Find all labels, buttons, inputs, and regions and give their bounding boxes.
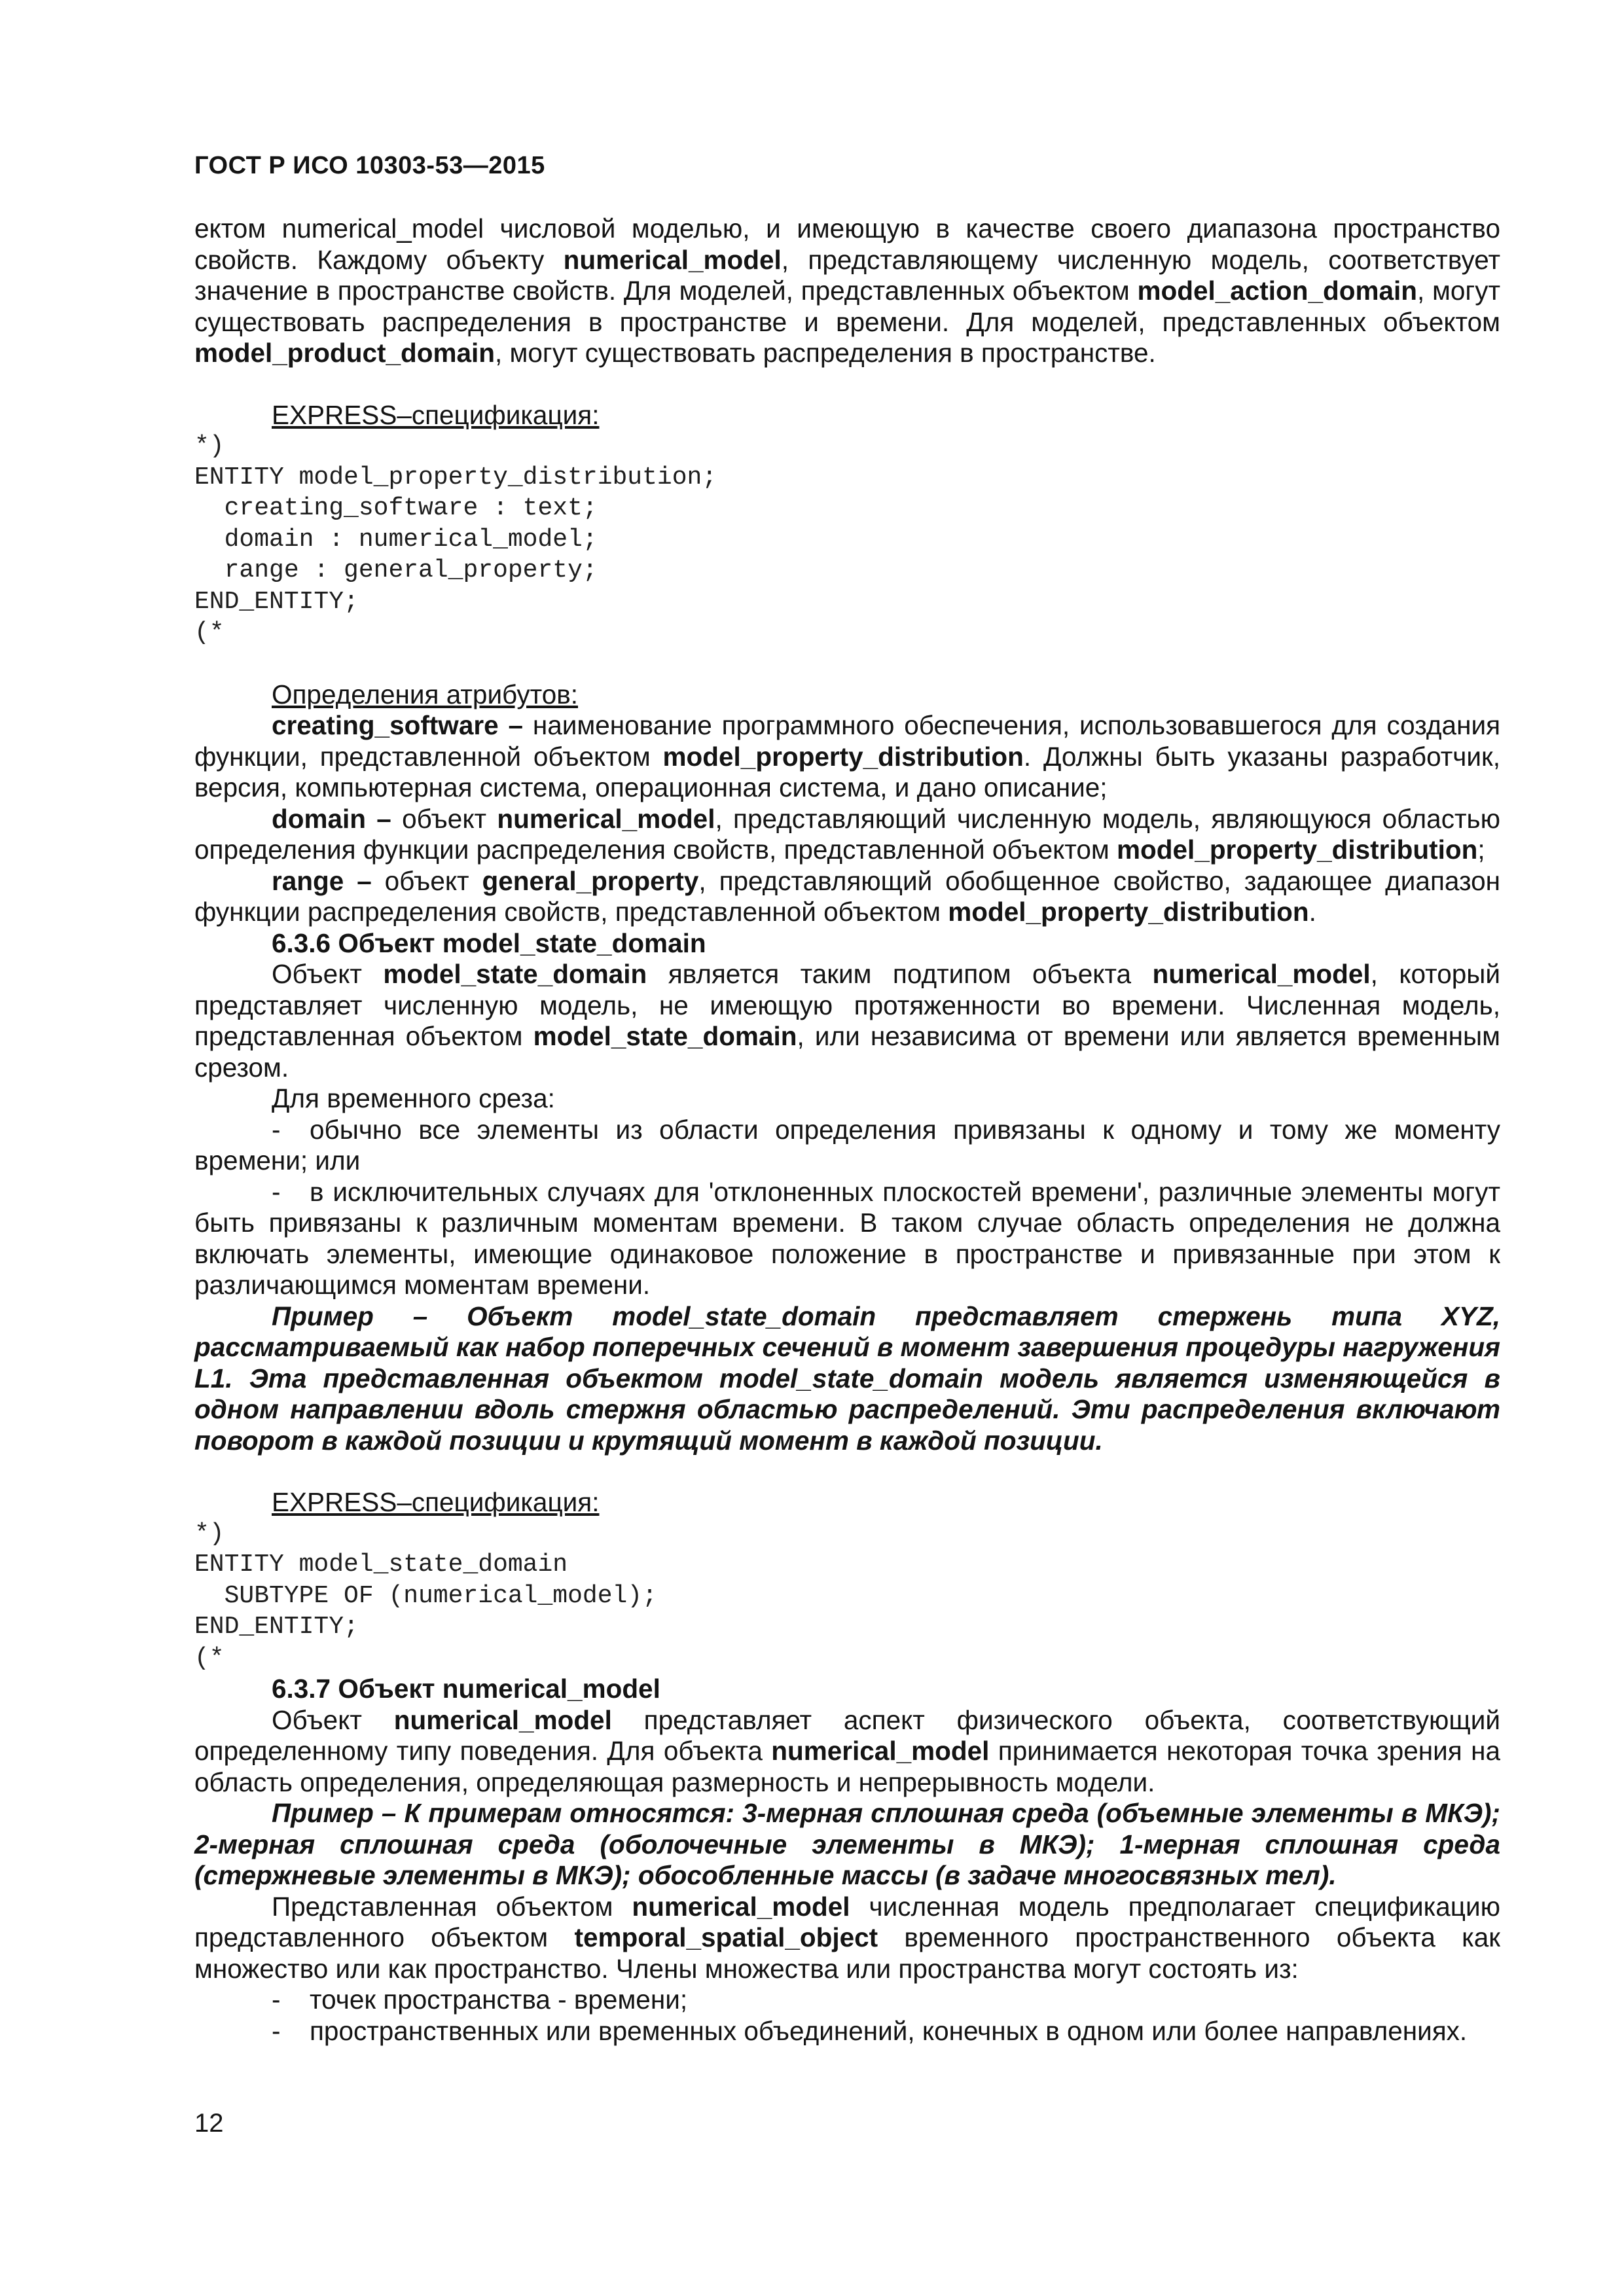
term: model_property_distribution	[1117, 834, 1478, 865]
term: creating_software –	[272, 710, 533, 740]
text: Объект	[272, 1704, 394, 1735]
text: пространственных или временных объединений, конечных в одном или более направлениях.	[310, 2015, 1468, 2046]
express-label-2	[194, 1487, 1500, 1518]
text: представляет аспект физического объекта, соответствующий определенному типу поведения. Для объекта	[194, 1704, 1500, 1766]
text: Объект	[272, 959, 384, 989]
text: объект	[402, 803, 497, 834]
example-636: Пример – Объект model_state_domain представляет стержень типа XYZ, рассматриваемый как набор поперечных сечений в момент завершения процедуры нагружения L1. Эта представленная объектом model_state_domain модель является изменяющейся в одном направлении вдоль стержня областью распределений. Эти распределения включают поворот в каждой позиции и крутящий момент в каждой позиции.	[194, 1300, 1500, 1456]
attr-creating-software	[194, 710, 1500, 804]
slice-item-1	[194, 1115, 1500, 1177]
express-label-1	[194, 400, 1500, 431]
attributes-label	[194, 679, 1500, 711]
term: model_property_distribution	[948, 897, 1309, 927]
text: численная модель предполагает спецификацию представленного объектом	[194, 1891, 1500, 1952]
term: numerical_model	[771, 1736, 990, 1766]
term: range –	[272, 865, 385, 896]
text: временного пространственного объекта как множество или как пространство. Члены множества или пространства могут состоять из:	[194, 1922, 1500, 1984]
text: ;	[1477, 834, 1485, 865]
term: numerical_model	[563, 244, 782, 275]
text: , представляющий численную модель, являющуюся областью определения функции распределения свойств, представленной объектом	[194, 803, 1500, 865]
list-item-2	[194, 2016, 1500, 2047]
text: , могут существовать распределения в пространстве.	[495, 338, 1156, 368]
text: , представляющий обобщенное свойство, задающее диапазон функции распределения свойств, представленной объектом	[194, 865, 1500, 927]
term: model_state_domain	[383, 959, 647, 989]
section-637-paragraph-2	[194, 1892, 1500, 1985]
text: обычно все элементы из области определения привязаны к одному и тому же моменту времени; или	[194, 1114, 1500, 1175]
list-dash: -	[272, 1176, 281, 1207]
term: general_property	[482, 865, 699, 896]
express-code-1: *) ENTITY model_property_distribution; creating_software : text; domain : numerical_model; range : general_property; END_ENTITY; (*	[194, 432, 717, 647]
section-heading-637	[194, 1674, 1500, 1705]
term: model_state_domain	[533, 1021, 797, 1051]
express-code-2: *) ENTITY model_state_domain SUBTYPE OF (numerical_model); END_ENTITY; (*	[194, 1519, 657, 1672]
text: . Должны быть указаны разработчик, версия, компьютерная система, операционная система, и дано описание;	[194, 741, 1501, 802]
term: domain –	[272, 803, 403, 834]
section-636-paragraph	[194, 959, 1500, 1083]
slice-item-2	[194, 1177, 1500, 1301]
list-dash: -	[272, 2015, 281, 2046]
term: numerical_model	[393, 1704, 612, 1735]
text: в исключительных случаях для 'отклоненных плоскостей времени', различные элементы могут быть привязаны к различным моментам времени. В таком случае область определения не должна включать элементы, имеющие одинаковое положение в пространстве и привязанные при этом к различающимся моментам времени.	[194, 1176, 1500, 1300]
term: model_product_domain	[194, 338, 496, 368]
list-dash: -	[272, 1984, 281, 2015]
text: является таким подтипом объекта	[647, 959, 1153, 989]
text: точек пространства - времени;	[310, 1984, 688, 2015]
text: .	[1308, 897, 1316, 927]
text: наименование программного обеспечения, использовавшегося для создания функции, представленной объектом	[194, 710, 1500, 772]
text: , или независима от времени или является временным срезом.	[194, 1021, 1500, 1083]
list-item-1	[194, 1984, 1500, 2016]
section-637-paragraph	[194, 1705, 1500, 1799]
heading-text: 6.3.7 Объект numerical_model	[272, 1674, 660, 1704]
example-637: Пример – К примерам относятся: 3-мерная сплошная среда (объемные элементы в МКЭ); 2-мерная сплошная среда (оболочечные элементы в МКЭ); 1-мерная сплошная среда (стержневые элементы в МКЭ); обособленные массы (в задаче многосвязных тел).	[194, 1798, 1500, 1890]
express-label-text: EXPRESS–спецификация:	[272, 399, 600, 430]
section-heading-636	[194, 928, 1500, 960]
term: model_action_domain	[1137, 276, 1418, 306]
attr-range	[194, 866, 1500, 928]
text: объект	[384, 865, 482, 896]
text: , представляющему численную модель, соответствует значение в пространстве свойств. Для моделей, представленных объектом	[194, 244, 1500, 306]
text: ектом numerical_model числовой моделью, и имеющую в качестве своего диапазона пространство свойств. Каждому объекту	[194, 213, 1500, 275]
page-number: 12	[194, 2109, 224, 2138]
document-header: ГОСТ Р ИСО 10303-53—2015	[194, 152, 545, 179]
term: numerical_model	[632, 1891, 850, 1922]
text: , могут существовать распределения в пространстве и времени. Для моделей, представленных объектом	[194, 276, 1500, 337]
term: numerical_model	[497, 803, 715, 834]
attr-domain	[194, 804, 1500, 866]
heading-text: 6.3.6 Объект model_state_domain	[272, 927, 706, 958]
term: temporal_spatial_object	[574, 1922, 878, 1952]
text: Представленная объектом	[272, 1891, 632, 1922]
list-dash: -	[272, 1114, 281, 1145]
express-label-text: EXPRESS–спецификация:	[272, 1487, 600, 1517]
slice-intro: Для временного среза:	[272, 1083, 555, 1113]
term: model_property_distribution	[662, 741, 1024, 772]
page-body	[194, 213, 1500, 2047]
term: numerical_model	[1152, 959, 1371, 989]
attributes-label-text: Определения атрибутов:	[272, 679, 579, 709]
intro-paragraph	[194, 213, 1500, 369]
text: принимается некоторая точка зрения на область определения, определяющая размерность и непрерывность модели.	[194, 1736, 1500, 1797]
text: , который представляет численную модель, не имеющую протяженности во времени. Численная модель, представленная объектом	[194, 959, 1501, 1051]
